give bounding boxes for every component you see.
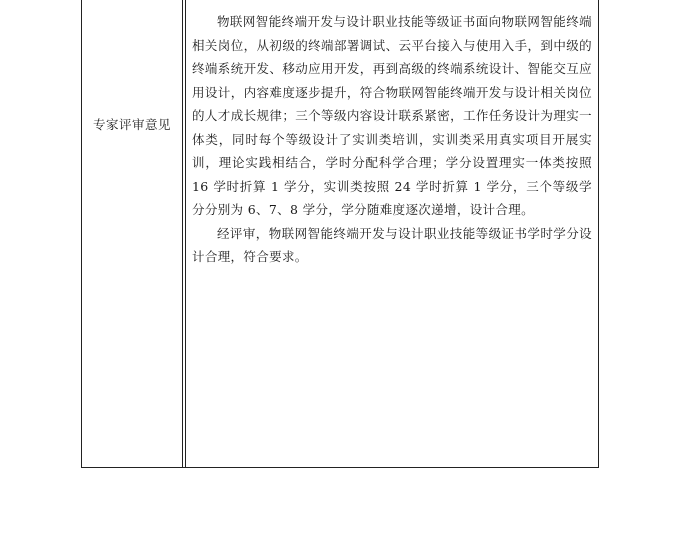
column-divider-double — [185, 0, 186, 467]
review-table — [81, 0, 599, 468]
review-content — [192, 10, 592, 269]
row-label: 专家评审意见 — [92, 117, 171, 132]
column-divider — [182, 0, 183, 467]
review-conclusion: 经评审，物联网智能终端开发与设计职业技能等级证书学时学分设计合理，符合要求。 — [192, 225, 592, 264]
review-paragraph: 物联网智能终端开发与设计职业技能等级证书面向物联网智能终端相关岗位，从初级的终端部署调试、云平台接入与使用入手，到中级的终端系统开发、移动应用开发，再到高级的终端系统设计、智能交互应用设计，内容难度逐步提升，符合物联网智能终端开发与设计相关岗位的人才成长规律；三个等级内容设计联系紧密，工作任务设计为理实一体类，同时每个等级设计了实训类培训，实训类采用真实项目开展实训，理论实践相结合，学时分配科学合理；学分设置理实一体类按照 16 学时折算 1 学分，实训类按照 24 学时折算 1 学分，三个等级学分分别为 6、7、8 学分，学分随难度逐次递增，设计合理。 — [192, 14, 592, 217]
